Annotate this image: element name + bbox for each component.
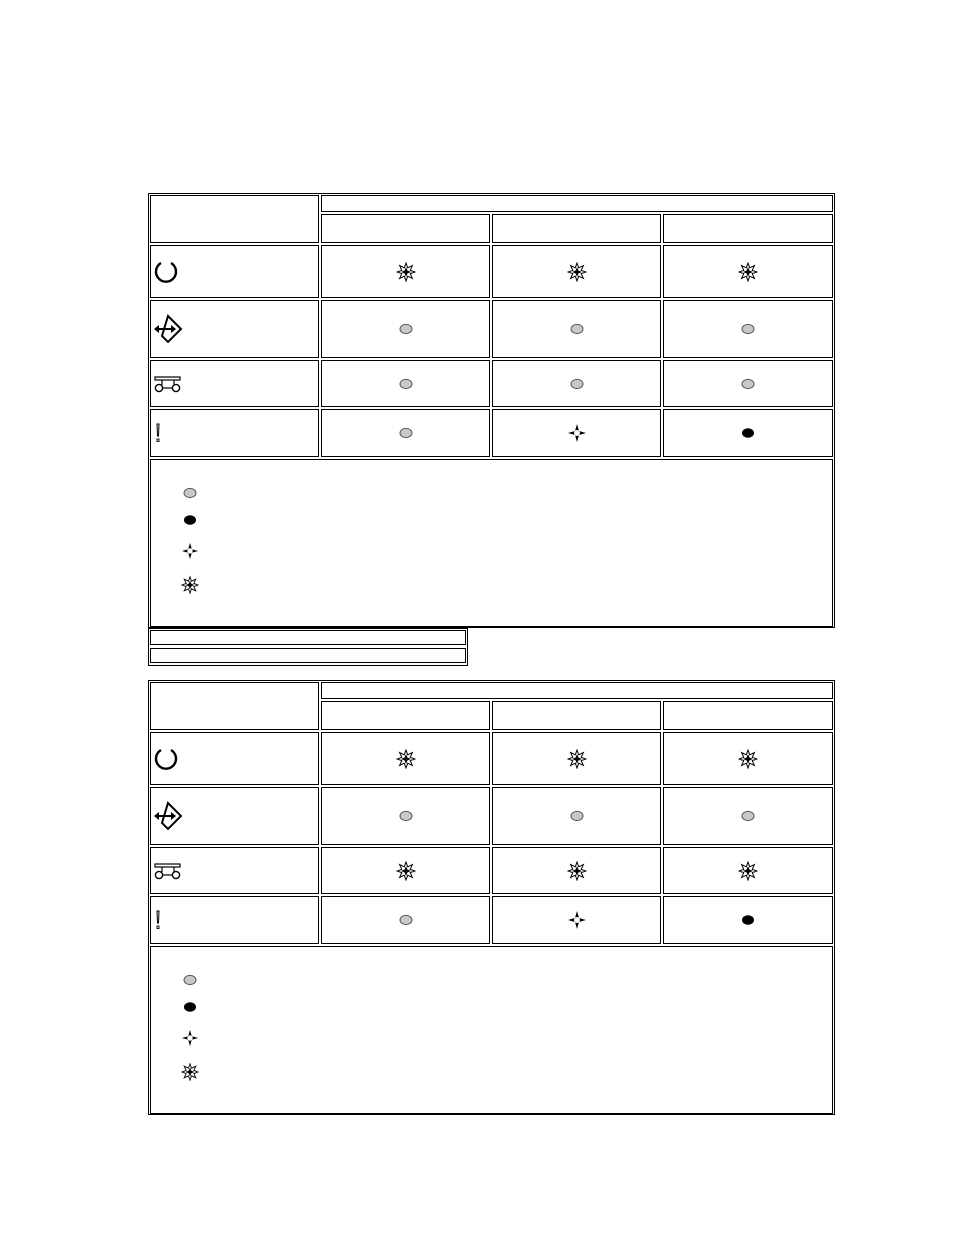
status-cell-clean-2	[492, 360, 661, 407]
status-cell-clean-3	[663, 847, 833, 894]
status-cell-activity-1	[321, 787, 490, 845]
status-cell-power-2	[492, 245, 661, 298]
status-cell-activity-1	[321, 300, 490, 358]
led-flash-fast-icon	[396, 262, 416, 282]
led-off-icon	[740, 378, 756, 390]
table-frame	[150, 195, 833, 626]
status-cell-fault-2	[492, 409, 661, 457]
row-label-fault	[150, 409, 319, 457]
row-label-activity	[150, 787, 319, 845]
led-off-icon	[182, 487, 198, 499]
status-cell-clean-1	[321, 847, 490, 894]
led-flash-fast-icon	[567, 262, 587, 282]
legend-box	[150, 946, 833, 1114]
status-cell-clean-1	[321, 360, 490, 407]
led-on-icon	[182, 1001, 198, 1013]
led-off-icon	[569, 810, 585, 822]
led-flash-slow-icon	[181, 541, 199, 561]
led-flash-fast-icon	[181, 575, 199, 595]
attention-icon	[153, 909, 163, 931]
legend-box	[150, 459, 833, 627]
header-col-1	[321, 701, 490, 730]
led-off-icon	[182, 974, 198, 986]
status-cell-fault-3	[663, 896, 833, 944]
status-cell-fault-1	[321, 896, 490, 944]
legend-item-flash-slow	[181, 542, 199, 560]
legend-item-off	[181, 484, 199, 502]
led-off-icon	[740, 323, 756, 335]
status-cell-power-2	[492, 732, 661, 785]
led-status-table-1	[148, 193, 835, 628]
led-flash-fast-icon	[738, 262, 758, 282]
note-bar-2	[150, 648, 466, 663]
status-cell-activity-2	[492, 787, 661, 845]
led-flash-fast-icon	[567, 861, 587, 881]
led-off-icon	[398, 378, 414, 390]
corner-header-cell	[150, 682, 319, 730]
led-off-icon	[569, 378, 585, 390]
row-label-clean	[150, 847, 319, 894]
led-off-icon	[398, 427, 414, 439]
led-flash-fast-icon	[396, 861, 416, 881]
header-group-cell	[321, 682, 833, 699]
legend-item-flash-fast	[181, 1063, 199, 1081]
status-cell-activity-3	[663, 300, 833, 358]
header-col-3	[663, 701, 833, 730]
led-flash-fast-icon	[396, 749, 416, 769]
status-cell-activity-2	[492, 300, 661, 358]
power-icon	[153, 258, 179, 286]
attention-icon	[153, 422, 163, 444]
led-off-icon	[569, 323, 585, 335]
led-off-icon	[398, 810, 414, 822]
tape-cartridge-icon	[153, 861, 183, 881]
led-flash-fast-icon	[567, 749, 587, 769]
led-flash-slow-icon	[567, 910, 587, 930]
header-col-1	[321, 214, 490, 243]
legend-item-flash-fast	[181, 576, 199, 594]
header-col-2	[492, 214, 661, 243]
note-bar-1	[150, 630, 466, 645]
status-cell-fault-3	[663, 409, 833, 457]
status-cell-power-1	[321, 245, 490, 298]
status-cell-activity-3	[663, 787, 833, 845]
row-label-power	[150, 732, 319, 785]
led-on-icon	[740, 914, 756, 926]
legend-item-on	[181, 998, 199, 1016]
header-col-2	[492, 701, 661, 730]
led-flash-fast-icon	[181, 1062, 199, 1082]
row-label-power	[150, 245, 319, 298]
power-icon	[153, 745, 179, 773]
led-flash-fast-icon	[738, 861, 758, 881]
status-cell-power-3	[663, 245, 833, 298]
status-cell-clean-3	[663, 360, 833, 407]
led-off-icon	[740, 810, 756, 822]
row-label-fault	[150, 896, 319, 944]
led-flash-fast-icon	[738, 749, 758, 769]
status-cell-power-3	[663, 732, 833, 785]
led-off-icon	[398, 323, 414, 335]
row-label-activity	[150, 300, 319, 358]
led-off-icon	[398, 914, 414, 926]
status-cell-fault-1	[321, 409, 490, 457]
legend-item-flash-slow	[181, 1029, 199, 1047]
row-label-clean	[150, 360, 319, 407]
note-strip	[148, 628, 468, 666]
status-cell-fault-2	[492, 896, 661, 944]
corner-header-cell	[150, 195, 319, 243]
data-transfer-icon	[153, 801, 183, 831]
header-group-cell	[321, 195, 833, 212]
table-frame	[150, 682, 833, 1113]
status-cell-power-1	[321, 732, 490, 785]
tape-cartridge-icon	[153, 374, 183, 394]
led-flash-slow-icon	[567, 423, 587, 443]
header-col-3	[663, 214, 833, 243]
legend-item-on	[181, 511, 199, 529]
led-status-table-2	[148, 680, 835, 1115]
led-on-icon	[740, 427, 756, 439]
data-transfer-icon	[153, 314, 183, 344]
led-on-icon	[182, 514, 198, 526]
status-cell-clean-2	[492, 847, 661, 894]
legend-item-off	[181, 971, 199, 989]
led-flash-slow-icon	[181, 1028, 199, 1048]
